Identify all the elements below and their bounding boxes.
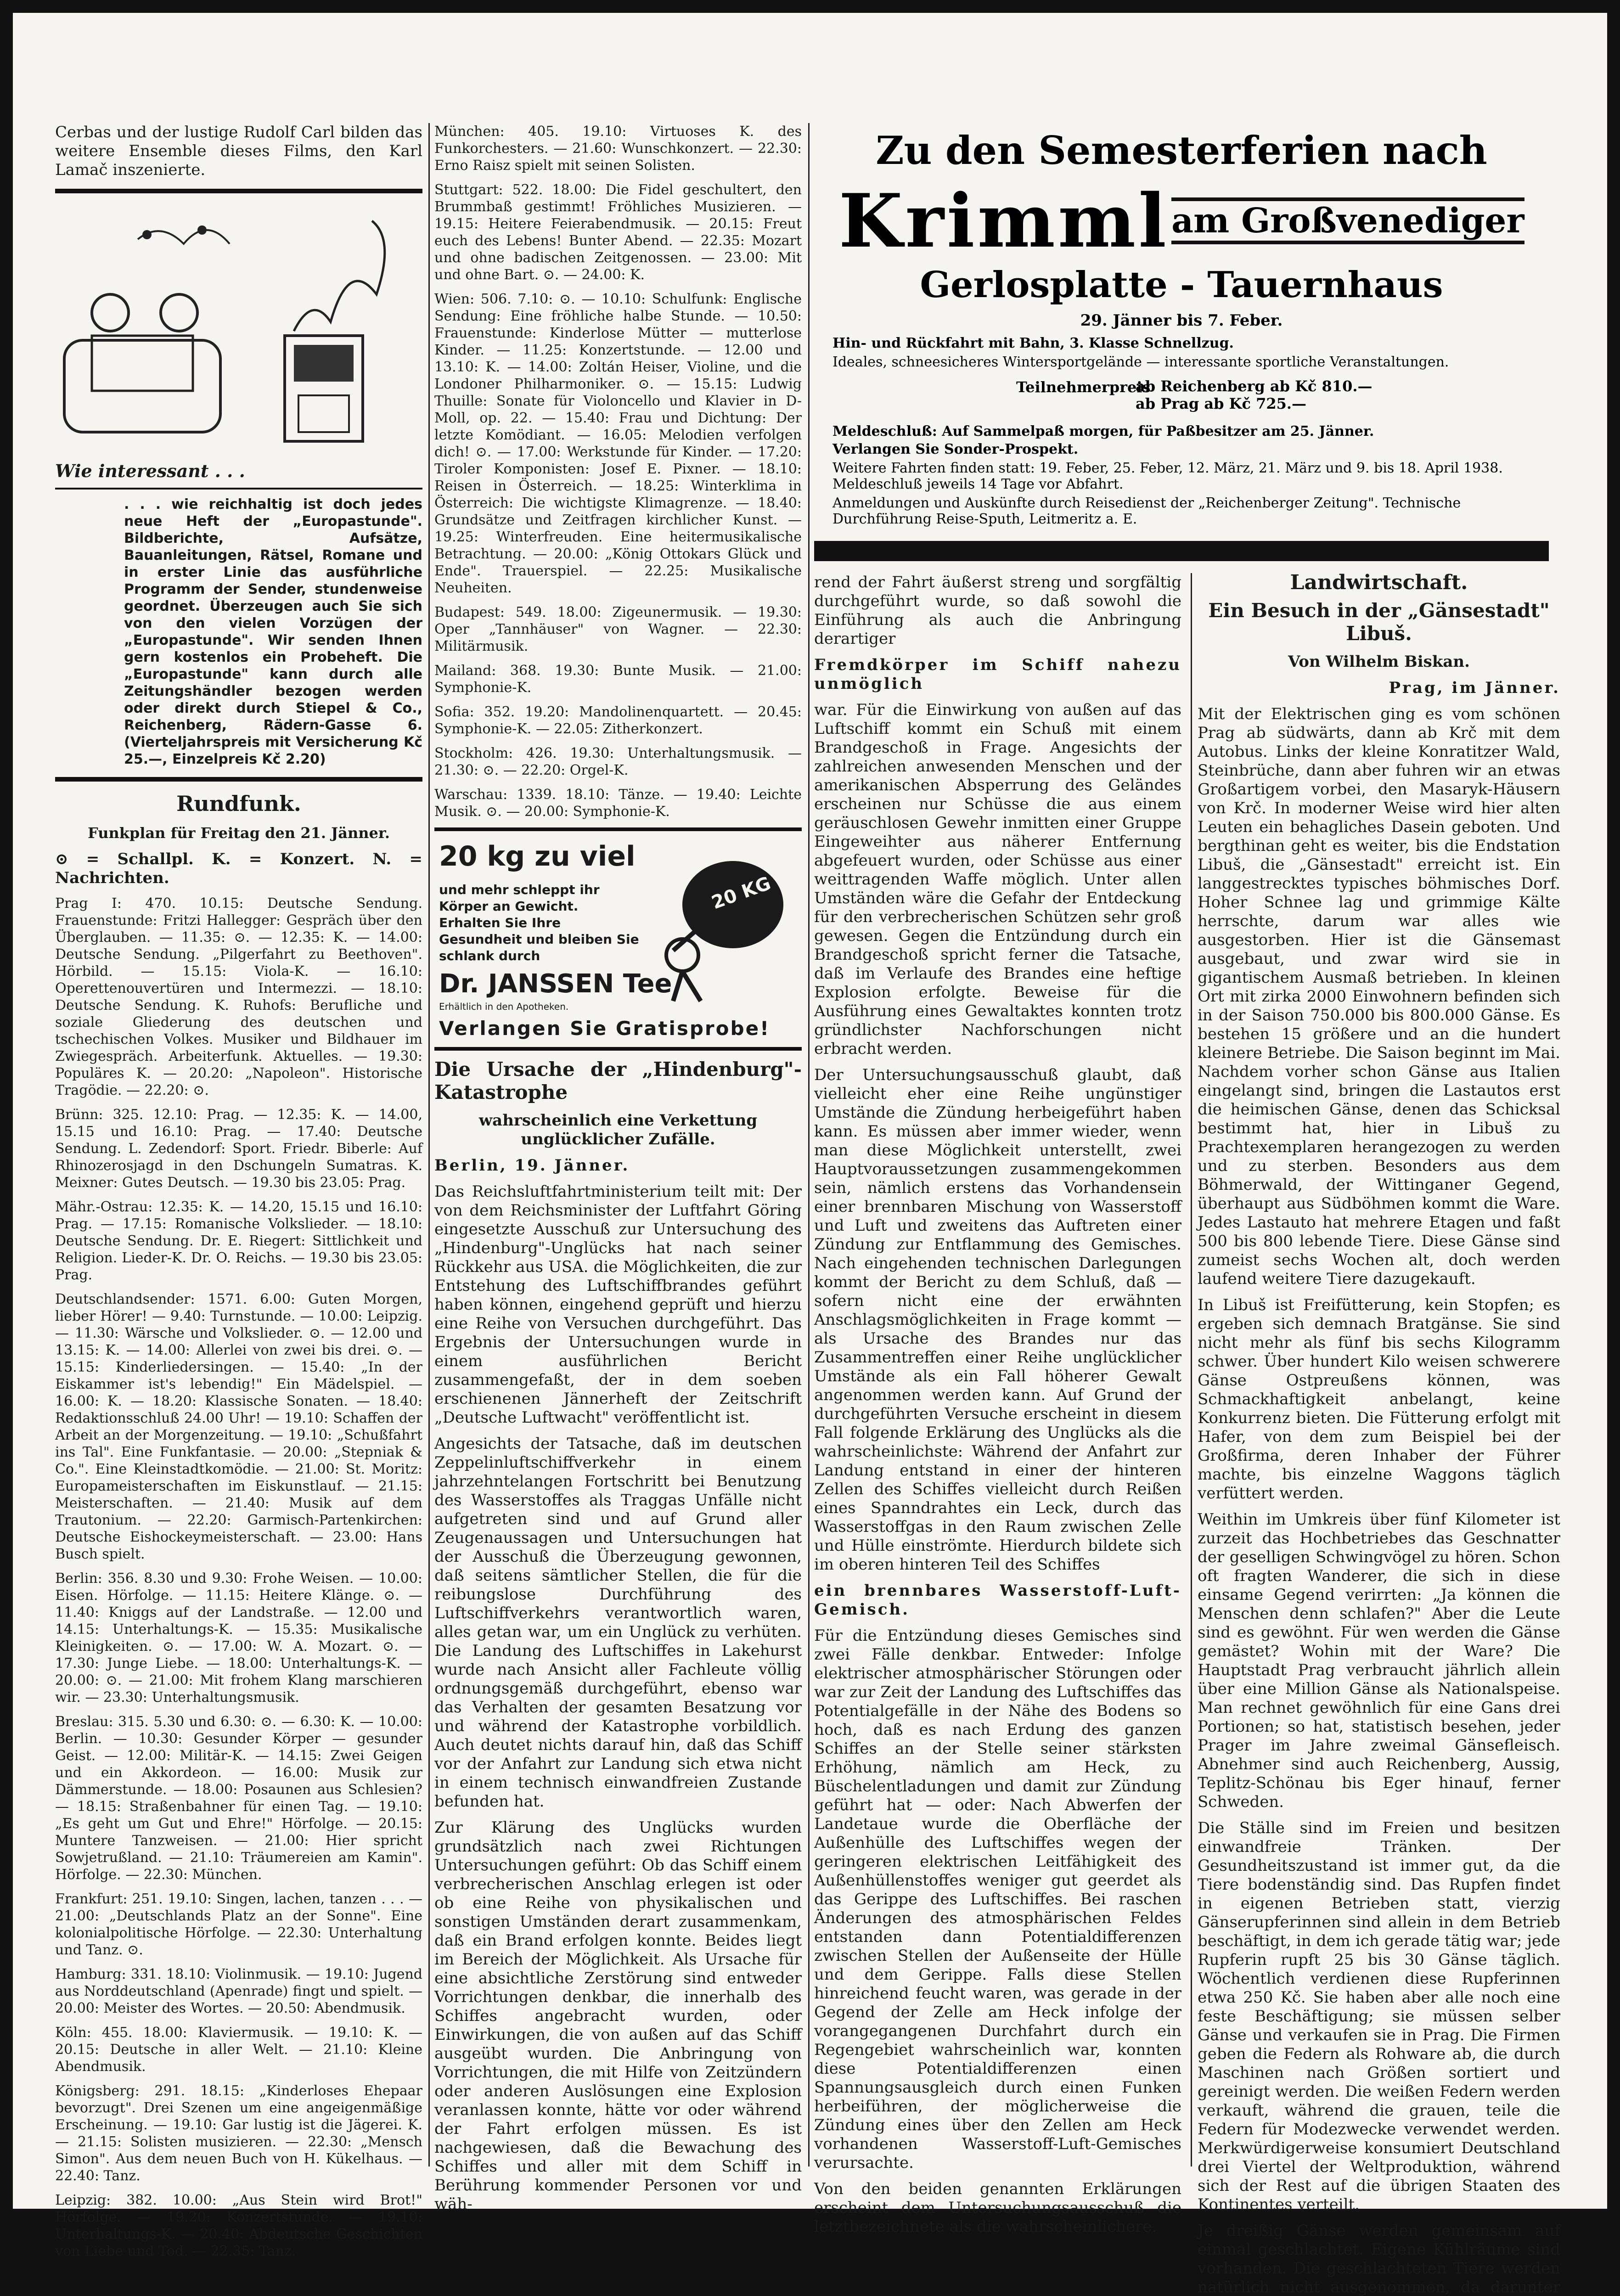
article-headline: Die Ursache der „Hindenburg"-Katastrophe xyxy=(434,1058,802,1103)
article-paragraph: Angesichts der Tatsache, daß im deutschen Zeppelinluftschiffverkehr in einem jahrzehntelangen Fortschritt bei Benutzung des Wasserstoffes als Traggas Unfälle nicht aufgetreten sind und auf Grund aller Zeugenaussagen und Untersuchungen hat der Ausschuß die Überzeugung gewonnen, daß seitens sämtlicher Stellen, die für die reibungslose Durchführung des Luftschiffverkehrs verantwortlich waren, alles getan war, um ein Unglück zu verhüten. Die Landung des Luftschiffes in Lakehurst wurde nach Ansicht aller Fachleute völlig ordnungsgemäß durchgeführt, ebenso war das Verhalten der gesamten Besatzung vor und während der Katastrophe vorbildlich. Auch deutet nichts darauf hin, daß das Schiff vor der Anfahrt zur Landung sich etwa nicht in einem technisch einwandfreien Zustande befunden hat. xyxy=(434,1435,802,1811)
article-paragraph: war. Für die Einwirkung von außen auf das Luftschiff kommt ein Schuß mit einem Brandgeschoß in Frage. Angesichts der zahlreichen anwesenden Menschen und der amerikanischen Absperrung des Geländes erscheinen nur Schüsse die aus einem geräuschlosen Gewehr inmitten einer Gruppe Eingeweihter aus näherer Entfernung abgefeuert wurden, oder Schüsse aus einer weittragenden Waffe möglich. Unter allen Umständen wäre die Gefahr der Entdeckung für den verbrecherischen Schützen sehr groß gewesen. Gegen die Entzündung durch ein Brandgeschoß spricht ferner die Tatsache, daß im Verlaufe des Brandes eine heftige Explosion erfolgte. Beweise für die Ausführung eines Gewaltaktes konnten trotz gründlichster Nachforschungen nicht erbracht werden. xyxy=(814,701,1181,1058)
radio-program: Hamburg: 331. 18.10: Violinmusik. — 19.10: Jugend aus Norddeutschland (Apenrade) fingt und spielt. — 20.00: Meister des Wortes. — 20.50: Abendmusik. xyxy=(55,1966,422,2016)
divider xyxy=(55,488,422,490)
ad-heading: Wie interessant . . . xyxy=(55,461,245,481)
article-author: Von Wilhelm Biskan. xyxy=(1288,653,1470,671)
article-paragraph: Für die Entzündung dieses Gemisches sind zwei Fälle denkbar. Entweder: Infolge elektrischer atmosphärischer Störungen oder war zur Zeit der Landung des Luftschiffes das Potentialgefälle in der Nähe des Bodens so hoch, daß es nach Erdung des ganzen Schiffes an der Stelle seiner stärksten Erhöhung, nämlich am Heck, zu Büschelentladungen und damit zur Zündung geführt hat — oder: Nach Abwerfen der Landetaue wurde die Oberfläche der Außenhülle des Luftschiffes wegen der geringeren elektrischen Leitfähigkeit des Außenhüllenstoffes weniger gut geerdet als das Gerippe des Luftschiffes. Bei raschen Änderungen des atmosphärischen Feldes entstanden dann Potentialdifferenzen zwischen Stellen der Außenseite der Hülle und dem Gerippe. Falls diese Stellen hinreichend feucht waren, was gerade in der Gegend der Zelle am Heck infolge der vorangegangenen Durchfahrt durch ein Regengebiet wahrscheinlich war, konnten diese Potentialdifferenzen einen Spannungsausgleich durch einen Funken herbeiführen, der möglicherweise die Zündung eines über den Zellen am Heck vorhandenen Wasserstoff-Luft-Gemisches verursachte. xyxy=(814,1626,1181,2172)
ad-line-3: Gerlosplatte - Tauernhaus xyxy=(920,264,1443,306)
section-title: Rundfunk. xyxy=(176,791,301,816)
krimml-travel-ad xyxy=(814,128,1549,527)
radio-program: Sofia: 352. 19.20: Mandolinenquartett. — 20.45: Symphonie-K. — 22.05: Zitherkonzert. xyxy=(434,704,802,737)
column-3 xyxy=(814,573,1181,2236)
radio-program: München: 405. 19.10: Virtuoses K. des Funkorchesters. — 21.60: Wunschkonzert. — 22.30: Erno Raisz spielt mit seinen Solisten. xyxy=(434,124,802,174)
ad-price-reichenberg: ab Reichenberg ab Kč 810.— xyxy=(1136,377,1372,395)
ad-line-1: Zu den Semesterferien nach xyxy=(876,128,1487,173)
divider xyxy=(814,541,1549,561)
ad-place-suffix: am Großvenediger xyxy=(1171,197,1524,244)
radio-program: Brünn: 325. 12.10: Prag. — 12.35: K. — 14.00, 15.15 und 16.10: Prag. — 17.40: Deutsche Sendung. L. Zedendorf: Sport. Friedr. Biberle: Auf Rhinozerosjagd in den Dschungeln Sumatras. K. Meixner: Gutes Deutsch. — 19.30 bis 23.05: Prag. xyxy=(55,1107,422,1191)
radio-program: Warschau: 1339. 18.10: Tänze. — 19.40: Leichte Musik. ⊙. — 20.00: Symphonie-K. xyxy=(434,787,802,820)
ad-trip: Hin- und Rückfahrt mit Bahn, 3. Klasse Schnellzug. xyxy=(832,335,1234,351)
radio-program: Deutschlandsender: 1571. 6.00: Guten Morgen, lieber Hörer! — 9.40: Turnstunde. — 10.00: Leipzig. — 11.30: Wärsche und Volkslieder. ⊙. — 12.00 und 13.15: K. — 14.00: Allerlei von zwei bis drei. ⊙. — 15.15: Kinderliedersingen. — 15.40: „In der Eiskammer ist's lebendig!" Ein Mädelspiel. — 16.00: K. — 18.20: Klassische Sonaten. — 18.40: Redaktionsschluß 24.00 Uhr! — 19.10: Schaffen der Arbeit an der Morgenzeitung. — 19.10: „Schußfahrt ins Tal". Eine Funkfantasie. — 20.00: „Stepniak & Co.". Eine Kleinstadtkomödie. — 21.00: St. Moritz: Europameisterschaften im Eiskunstlauf. — 21.15: Meisterschaften. — 21.40: Musik auf dem Trautonium. — 22.20: Garmisch-Partenkirchen: Deutsche Eishockeymeisterschaft. — 23.00: Hans Busch spielt. xyxy=(55,1291,422,1562)
radio-program: Königsberg: 291. 18.15: „Kinderloses Ehepaar bevorzugt". Drei Szenen um eine angeigenmäßige Erscheinung. — 19.10: Gar lustig ist die Jägerei. K. — 21.15: Solisten musizieren. — 22.30: „Mensch Simon". Aus dem neuen Buch von H. Kükelhaus. — 22.40: Tanz. xyxy=(55,2083,422,2184)
section-subtitle: Funkplan für Freitag den 21. Jänner. xyxy=(88,824,390,842)
article-subheading: ein brennbares Wasserstoff-Luft-Gemisch. xyxy=(814,1581,1181,1619)
divider xyxy=(55,777,422,782)
sack-label: 20 KG xyxy=(709,872,774,914)
radio-program: Stuttgart: 522. 18.00: Die Fidel geschultert, den Brummbaß gestimmt! Fröhliches Musizieren. — 19.15: Heitere Feierabendmusik. — 20.15: Freut euch des Lebens! Bunter Abend. — 22.35: Mozart und ohne badischen Zeitgenossen. — 23.00: Mit und ohne Bart. ⊙. — 24.00: K. xyxy=(434,182,802,283)
column-rule xyxy=(808,123,810,2167)
radio-program: Breslau: 315. 5.30 und 6.30: ⊙. — 6.30: K. — 10.00: Berlin. — 10.30: Gesunder Körper — gesunder Geist. — 12.00: Militär-K. — 14.15: Zwei Geigen und ein Akkordeon. — 16.00: Musik zur Dämmerstunde. — 18.00: Posaunen aus Schlesien? — 18.15: Straßenbahner für einen Tag. — 19.10: „Es geht um Gut und Ehre!" Hörfolge. — 20.15: Muntere Tanzweisen. — 21.00: Hier spricht Sowjetrußland. — 21.10: Träumereien am Kamin". Hörfolge. — 22.30: München. xyxy=(55,1714,422,1883)
article-paragraph: Zur Klärung des Unglücks wurden grundsätzlich nach zwei Richtungen Untersuchungen geführt: Ob das Schiff einem verbrecherischen Anschlag erlegen ist oder ob eine Reihe von physikalischen und sonstigen Umständen derart zusammenkam, daß ein Brand erfolgen konnte. Beides liegt im Bereich der Möglichkeit. Als Ursache für eine absichtliche Zerstörung sind entweder Vorrichtungen denkbar, die innerhalb des Schiffes angebracht wurden, oder Einwirkungen, die von außen auf das Schiff ausgeübt wurden. Die Anbringung von Vorrichtungen, die mit Hilfe von Zeitzündern oder anderen Auslösungen eine Explosion veranlassen konnte, hätte vor oder während der Fahrt erfolgen müssen. Es ist nachgewiesen, daß die Bewachung des Schiffes und aller mit dem Schiff in Berührung kommender Personen vor und wäh- xyxy=(434,1818,802,2213)
radio-program: Stockholm: 426. 19.30: Unterhaltungsmusik. — 21.30: ⊙. — 22.20: Orgel-K. xyxy=(434,745,802,778)
ad-further-trips: Weitere Fahrten finden statt: 19. Feber, 25. Feber, 12. März, 21. März und 9. bis 18. April 1938. Meldeschluß jeweils 14 Tage vor Abfahrt. xyxy=(832,460,1503,492)
ad-booking: Anmeldungen und Auskünfte durch Reisedienst der „Reichenberger Zeitung". Technische Durchführung Reise-Sputh, Leitmeritz a. E. xyxy=(832,495,1461,527)
article-paragraph: Je dreißig Gänse werden gemeinsam auf einmal geschlachtet. Eigene Kühlräume sind vorhanden. Die geschlachteten Tiere werden natürlich nicht ausgenommen, da darunter xyxy=(1198,2222,1560,2296)
divider xyxy=(55,189,422,193)
column-rule xyxy=(428,123,430,2167)
article-subheading: Fremdkörper im Schiff nahezu unmöglich xyxy=(814,656,1181,693)
cartoon-listening-radio xyxy=(55,203,418,460)
article-paragraph: Die Ställe sind im Freien und besitzen einwandfreie Tränken. Der Gesundheitszustand ist immer gut, da die Tiere bodenständig sind. Das Rupfen findet in eigenen Betrieben statt, vierzig Gänserupferinnen sind allein in dem Betrieb beschäftigt, in dem ich gerade tätig war; jede Rupferin rupft 25 bis 30 Gänse täglich. Wöchentlich verdienen diese Rupferinnen etwa 250 Kč. Sie haben aber alle noch eine feste Beschäftigung; sie müssen selber Gänse und verkaufen sie in Prag. Die Firmen geben die Federn als Rohware ab, die durch Maschinen nach Größen sortiert und gereinigt werden. Die weißen Federn werden verkauft, während die grauen, teile die Federn für Modezwecke verwendet werden. Merkwürdigerweise konsumiert Deutschland drei Viertel der Weltproduktion, während sich der Rest auf die übrigen Staaten des Kontinentes verteilt. xyxy=(1198,1819,1560,2214)
column-1 xyxy=(55,123,422,2259)
ad-headline: 20 kg zu viel xyxy=(439,840,636,872)
radio-program: Berlin: 356. 8.30 und 9.30: Frohe Weisen. — 10.00: Eisen. Hörfolge. — 11.15: Heitere Klänge. ⊙. — 11.40: Kniggs auf der Landstraße. — 12.00 und 14.15: Unterhaltungs-K. — 15.35: Musikalische Kleinigkeiten. ⊙. — 17.00: W. A. Mozart. ⊙. — 17.30: Junge Liebe. — 18.00: Unterhaltungs-K. — 20.00: ⊙. — 21.00: Mit frohem Klang marschieren wir. — 23.30: Unterhaltungsmusik. xyxy=(55,1570,422,1705)
article-subheadline: wahrscheinlich eine Verkettung unglücklicher Zufälle. xyxy=(478,1111,758,1148)
ad-price-prag: ab Prag ab Kč 725.— xyxy=(1136,395,1307,412)
ad-ideal: Ideales, schneesicheres Wintersportgelände — interessante sportliche Veranstaltungen. xyxy=(832,354,1449,370)
legend: ⊙ = Schallpl. K. = Konzert. N. = Nachrichten. xyxy=(55,850,422,887)
column-rule xyxy=(1191,573,1192,2167)
article-paragraph: Weithin im Umkreis über fünf Kilometer ist zurzeit das Hochbetriebes das Geschnatter der geselligen Schwingvögel zu hören. Schon oft fragten Wanderer, die sich in diese einsame Gegend verirrten: „Ja können die Menschen denn schlafen?" Aber die Leute sind es gewöhnt. Für wen werden die Gänse gemästet? Wohin mit der Ware? Die Hauptstadt Prag verbraucht jährlich allein über eine Million Gänse als Nationalspeise. Man rechnet gewöhnlich für eine Gans drei Portionen; so hat, statistisch besehen, jeder Prager im Jahre zweimal Gänsefleisch. Abnehmer sind auch Reichenberg, Aussig, Teplitz-Schönau bis Eger hinauf, ferner Schweden. xyxy=(1198,1510,1560,1811)
ad-call-to-action: Verlangen Sie Gratisprobe! xyxy=(439,1017,771,1040)
section-title: Landwirtschaft. xyxy=(1290,571,1468,594)
radio-program: Budapest: 549. 18.00: Zigeunermusik. — 19.30: Oper „Tannhäuser" von Wagner. — 22.30: Militärmusik. xyxy=(434,604,802,654)
article-dateline: Prag, im Jänner. xyxy=(1389,679,1560,697)
article-paragraph: In Libuš ist Freifütterung, kein Stopfen; es ergeben sich demnach Bratgänse. Sie sind nicht mehr als fünf bis sechs Kilogramm schwer. Über hundert Kilo weisen schwerere Gänse Ostpreußens können, was Schmackhaftigkeit anbelangt, keine Konkurrenz bieten. Die Fütterung erfolgt mit Hafer, von dem zum Beispiel bei der Großfirma, deren Inhaber der Führer machte, bis einzelne Waggons täglich verfüttert werden. xyxy=(1198,1296,1560,1503)
radio-program: Prag I: 470. 10.15: Deutsche Sendung. Frauenstunde: Fritzi Hallegger: Gespräch über den Überglauben. — 11.35: ⊙. — 12.35: K. — 14.00: Deutsche Sendung. „Pilgerfahrt zu Beethoven". Hörbild. — 15.15: Viola-K. — 16.10: Operettenouvertüren und Intermezzi. — 18.10: Deutsche Sendung. K. Ruhofs: Berufliche und soziale Gliederung des deutschen und tschechischen Volkes. Musiker und Bildhauer im Zwiegespräch. Arbeiterfunk. Aktuelles. — 19.30: Populäres K. — 20.20: „Napoleon". Historische Tragödie. — 22.20: ⊙. xyxy=(55,895,422,1098)
ad-body: und mehr schleppt ihr Körper an Gewicht. Erhalten Sie Ihre Gesundheit und bleiben Sie schlank durch xyxy=(439,882,639,963)
article-paragraph: Mit der Elektrischen ging es vom schönen Prag ab südwärts, dann ab Krč mit dem Autobus. Links der kleine Konratitzer Wald, Steinbrüche, dann aber fuhren wir an etwas Großartigem vorbei, den Masaryk-Häusern von Krč. In moderner Weise wird hier alten Leuten ein behagliches Dasein geboten. Und bergthinan geht es weiter, bis die Endstation Libuš, die „Gänsestadt" erreicht ist. Ein langgestrecktes typisches böhmisches Dorf. Hoher Schnee lag und grimmige Kälte herrschte, darum war alles wie ausgestorben. Hier ist die Gänsemast ausgebaut, und zwar wird sie in gigantischem Ausmaß betrieben. In kleinen Ort mit zirka 2000 Einwohnern befinden sich in der Saison 750.000 bis 800.000 Gänse. Es bestehen 15 größere und an die hundert kleinere Betriebe. Die Saison beginnt im Mai. Nachdem vorher schon Gänse aus Italien eingelangt sind, bringen die Lastautos erst die heimischen Gänse, denen das Schicksal bestimmt hat, hier in Libuš zu Prachtexemplaren herangezogen zu werden und zu sterben. Besonders aus dem Böhmerwald, der Wittinganer Gegend, überhaupt aus Südböhmen kommt die Ware. Jedes Lastauto hat mehrere Etagen und faßt 500 bis 800 lebende Tiere. Diese Gänse sind zumeist sechs Wochen alt, doch werden laufend weitere Tiere dazugekauft. xyxy=(1198,705,1560,1288)
ad-dates: 29. Jänner bis 7. Feber. xyxy=(1080,311,1283,330)
article-paragraph: Der Untersuchungsausschuß glaubt, daß vielleicht eher eine Reihe ungünstiger Umstände die Zündung herbeigeführt haben kann. Es müssen aber immer wieder, wenn man diese Möglichkeit unterstellt, zwei Hauptvoraussetzungen zusammengekommen sein, nämlich erstens das Vorhandensein einer brennbaren Mischung von Wasserstoff und Luft und zweitens das Auftreten einer Zündung zur Entflammung des Gemisches. Nach eingehenden technischen Darlegungen kommt der Bericht zu dem Schluß, daß — sofern nicht eine der erwähnten Anschlagsmöglichkeiten in Frage kommt — als Ursache des Brandes nur das Zusammentreffen einer Reihe unglücklicher Umstände als ein Fall höherer Gewalt angenommen werden kann. Auf Grund der durchgeführten Versuche erscheint in diesem Fall folgende Erklärung des Unglücks als die wahrscheinlichste: Während der Anfahrt zur Landung entstand in einer der hinteren Zellen des Schiffes vielleicht durch Reißen eines Spanndrahtes ein Leck, durch das Wasserstoffgas in den Raum zwischen Zelle und Hülle einströmte. Hierdurch bildete sich im oberen hinteren Teil des Schiffes xyxy=(814,1066,1181,1574)
radio-program: Köln: 455. 18.00: Klaviermusik. — 19.10: K. — 20.15: Deutsche in aller Welt. — 21.10: Kleine Abendmusik. xyxy=(55,2025,422,2075)
radio-program: Mailand: 368. 19.30: Bunte Musik. — 21.00: Symphonie-K. xyxy=(434,663,802,696)
film-note: Cerbas und der lustige Rudolf Carl bilden das weitere Ensemble dieses Films, den Karl Lamač inszenierte. xyxy=(55,123,422,179)
ad-note: Erhältlich in den Apotheken. xyxy=(439,1001,569,1012)
article-dateline: Berlin, 19. Jänner. xyxy=(434,1156,630,1175)
ad-brand: Dr. JANSSEN Tee xyxy=(439,969,672,999)
newspaper-page xyxy=(13,13,1607,2296)
ad-text: . . . wie reichhaltig ist doch jedes neue Heft der „Europastunde". Bildberichte, Aufsätze, Bauanleitungen, Rätsel, Romane und in erster Linie das ausführliche Programm der Sender, stundenweise geordnet. Überzeugen auch Sie sich von den vielen Vorzügen der „Europastunde". Wir senden Ihnen gern kostenlos ein Probeheft. Die „Europastunde" kann durch alle Zeitungshändler bezogen werden oder direkt durch Stiepel & Co., Reichenberg, Rädern-Gasse 6. (Vierteljahrspreis mit Versicherung Kč 25.—, Einzelpreis Kč 2.20) xyxy=(124,496,422,767)
column-4 xyxy=(1198,571,1560,2296)
radio-program: Wien: 506. 7.10: ⊙. — 10.10: Schulfunk: Englische Sendung: Eine fröhliche halbe Stunde. — 10.50: Frauenstunde: Kinderlose Mütter — mutterlose Kinder. — 11.25: Konzertstunde. — 12.00 und 13.10: K. — 14.00: Zoltán Heiser, Violine, und die Londoner Philharmoniker. ⊙. — 15.15: Ludwig Thuille: Sonate für Violoncello und Klavier in D-Moll, op. 22. — 15.40: Frau und Dichtung: Der letzte Komödiant. — 16.05: Melodien verfolgen dich! ⊙. — 17.00: Werkstunde für Kinder. — 17.20: Tiroler Komponisten: Josef E. Pixner. — 18.10: Reisen in Österreich. — 18.25: Winterklima in Österreich: Die wichtigste Klimagrenze. — 18.40: Grundsätze und Zeitfragen kirchlicher Kunst. — 19.25: Winterfreuden. Eine heitermusikalische Betrachtung. — 20.00: „König Ottokars Glück und Ende". Trauerspiel. — 22.25: Musikalische Neuheiten. xyxy=(434,291,802,596)
ad-prospekt: Verlangen Sie Sonder-Prospekt. xyxy=(832,441,1079,457)
radio-program: Frankfurt: 251. 19.10: Singen, lachen, tanzen . . . — 21.00: „Deutschlands Platz an der Sonne". Eine kolonialpolitische Hörfolge. — 22.30: Unterhaltung und Tanz. ⊙. xyxy=(55,1891,422,1958)
article-headline: Ein Besuch in der „Gänsestadt" Libuš. xyxy=(1208,599,1550,645)
weight-sack-illustration xyxy=(646,850,793,1006)
ad-price-label: Teilnehmerpreis xyxy=(1016,378,1151,396)
ad-deadline: Meldeschluß: Auf Sammelpaß morgen, für Paßbesitzer am 25. Jänner. xyxy=(832,423,1374,439)
ad-place-name: Krimml xyxy=(838,178,1169,264)
radio-program: Leipzig: 382. 10.00: „Aus Stein wird Brot!" Hörfolge. — 19.20: Konzertstunde. — 19.10: Unterhaltungs-K. — 20.40: Abdeutsche Geschichten von Liebe und Tod. — 22.35: Tanz. xyxy=(55,2192,422,2259)
article-paragraph: Von den beiden genannten Erklärungen erscheint dem Untersuchungsausschuß die letztbezeichnete als die wahrscheinlichere. xyxy=(814,2180,1181,2236)
column-2 xyxy=(434,123,802,2213)
janssen-tea-ad xyxy=(434,827,802,1051)
article-paragraph: Das Reichsluftfahrtministerium teilt mit: Der von dem Reichsminister der Luftfahrt Göring eingesetzte Ausschuß zur Untersuchung des „Hindenburg"-Unglücks hat nach seiner Rückkehr aus USA. die Möglichkeiten, die zur Entstehung des Luftschiffbrandes geführt haben können, eingehend geprüft und hierzu eine Reihe von Versuchen durchgeführt. Das Ergebnis der Untersuchungen wurde in einem ausführlichen Bericht zusammengefaßt, der in dem soeben erschienenen Jännerheft der Zeitschrift „Deutsche Luftwacht" veröffentlicht ist. xyxy=(434,1182,802,1427)
radio-program: Mähr.-Ostrau: 12.35: K. — 14.20, 15.15 und 16.10: Prag. — 17.15: Romanische Volkslieder. — 18.10: Deutsche Sendung. Dr. E. Riegert: Sittlichkeit und Religion. Lieder-K. Dr. O. Reichs. — 19.30 bis 23.05: Prag. xyxy=(55,1199,422,1283)
article-paragraph: rend der Fahrt äußerst streng und sorgfältig durchgeführt wurde, so daß sowohl die Einführung als auch die Anbringung derartiger xyxy=(814,573,1181,648)
